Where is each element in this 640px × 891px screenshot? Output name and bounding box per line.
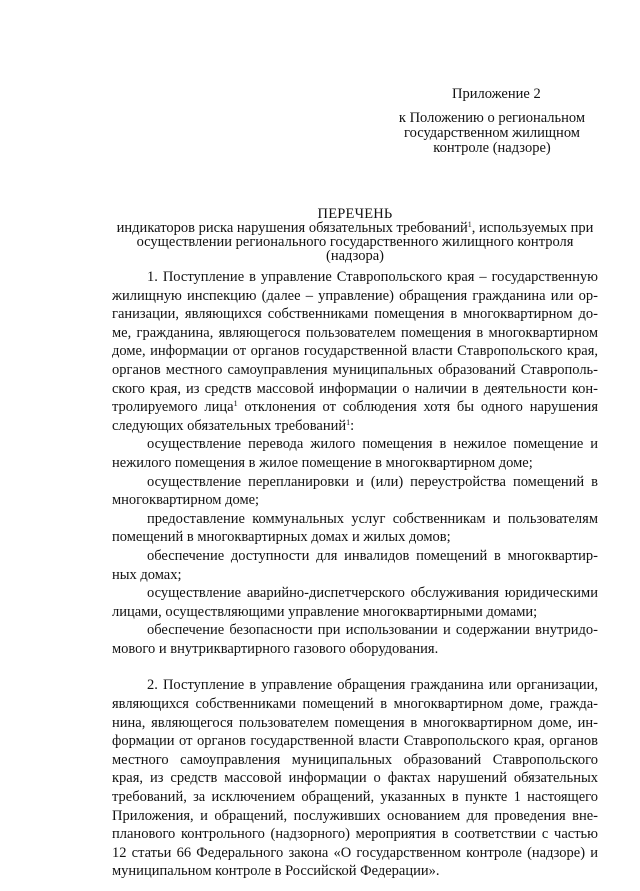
section-1	[112, 268, 598, 658]
list-item-continuation: помещений в многоквартирных домах и жилых домов;	[112, 529, 451, 546]
paragraph-line: ского края, из средств массовой информации о наличии в деятельности кон-	[112, 380, 598, 397]
paragraph-line: жилищную инспекцию (далее – управление) обращения гражданина или ор-	[112, 287, 598, 304]
paragraph-line: 12 статьи 66 Федерального закона «О государственном контроле (надзоре) и	[112, 844, 598, 861]
line-text: :	[350, 417, 355, 434]
document-body	[112, 268, 598, 881]
paragraph-line: органов местного самоуправления муниципальных образований Ставрополь-	[112, 361, 598, 378]
list-item: осуществление аварийно-диспетчерского обслуживания юридическими	[147, 585, 598, 602]
document-title	[90, 207, 620, 263]
list-item: обеспечение безопасности при использовании и содержании внутридо-	[147, 622, 598, 639]
list-item-continuation: нежилого помещения в жилое помещение в многоквартирном доме;	[112, 454, 533, 471]
title-line-text: индикаторов риска нарушения обязательных требований	[116, 220, 468, 236]
footnote-mark: 1	[346, 417, 351, 427]
line-text: следующих обязательных требований	[112, 417, 347, 434]
line-text: отклонения от соблюдения хотя бы одного нарушения	[237, 399, 598, 416]
appendix-subtitle-line: к Положению о региональном	[398, 110, 586, 126]
paragraph-line: нина, являющегося пользователем помещения в многоквартирном доме, ин-	[112, 714, 598, 731]
appendix-subtitle	[384, 111, 600, 156]
appendix-title: Приложение 2	[452, 86, 541, 102]
title-line: осуществлении регионального государственного жилищного контроля	[136, 234, 574, 250]
paragraph-line: Приложения, и обращений, послуживших основанием для проведения вне-	[112, 807, 598, 824]
list-item-continuation: мового и внутриквартирного газового оборудования.	[112, 640, 439, 657]
footnote-mark: 1	[467, 220, 472, 229]
document-heading: ПЕРЕЧЕНЬ	[317, 206, 393, 222]
list-item: осуществление перепланировки и (или) переустройства помещений в	[147, 473, 598, 490]
title-line-text: , используемых при	[471, 220, 594, 236]
paragraph-line: края, из средств массовой информации о фактах нарушений обязательных	[112, 770, 598, 787]
paragraph-line: доме, информации от органов государственной власти Ставропольского края,	[112, 343, 598, 360]
paragraph-line	[112, 417, 598, 436]
paragraph-line: являющихся собственниками помещений в многоквартирном доме, гражда-	[112, 696, 598, 713]
paragraph-line: формации от органов государственной власти Ставропольского края, органов	[112, 733, 598, 750]
list-item-continuation: ных домах;	[112, 566, 182, 583]
paragraph-line: 1. Поступление в управление Ставропольского края – государственную	[147, 269, 598, 285]
section-gap	[112, 658, 598, 676]
paragraph-line: ганизации, являющихся собственниками помещения в многоквартирном до-	[112, 306, 598, 323]
paragraph-line: планового контрольного (надзорного) мероприятия в соответствии с частью	[112, 826, 598, 843]
list-item-continuation: лицами, осуществляющими управление многоквартирными домами;	[112, 603, 538, 620]
paragraph-line: ме, гражданина, являющегося пользователем помещения в многоквартирном	[112, 324, 598, 341]
list-item-continuation: многоквартирном доме;	[112, 492, 260, 509]
title-line	[90, 221, 620, 235]
line-text: тролируемого лица	[112, 399, 234, 416]
paragraph-line: муниципальном контроле в Российской Федерации».	[112, 863, 440, 880]
title-line: (надзора)	[326, 248, 384, 264]
section-2	[112, 676, 598, 881]
appendix-subtitle-line: контроле (надзоре)	[433, 140, 551, 156]
appendix-subtitle-line: государственном жилищном	[404, 125, 580, 141]
paragraph-line: 2. Поступление в управление обращения гражданина или организации,	[147, 677, 598, 694]
paragraph-line	[112, 398, 598, 417]
paragraph-line: требований, за исключением обращений, указанных в пункте 1 настоящего	[112, 789, 598, 806]
paragraph-line: местного самоуправления муниципальных образований Ставропольского	[112, 751, 598, 768]
footnote-mark: 1	[233, 399, 238, 409]
list-item: осуществление перевода жилого помещения в нежилое помещение и	[147, 436, 598, 453]
list-item: предоставление коммунальных услуг собственникам и пользователям	[147, 510, 598, 527]
list-item: обеспечение доступности для инвалидов помещений в многоквартир-	[147, 547, 598, 564]
